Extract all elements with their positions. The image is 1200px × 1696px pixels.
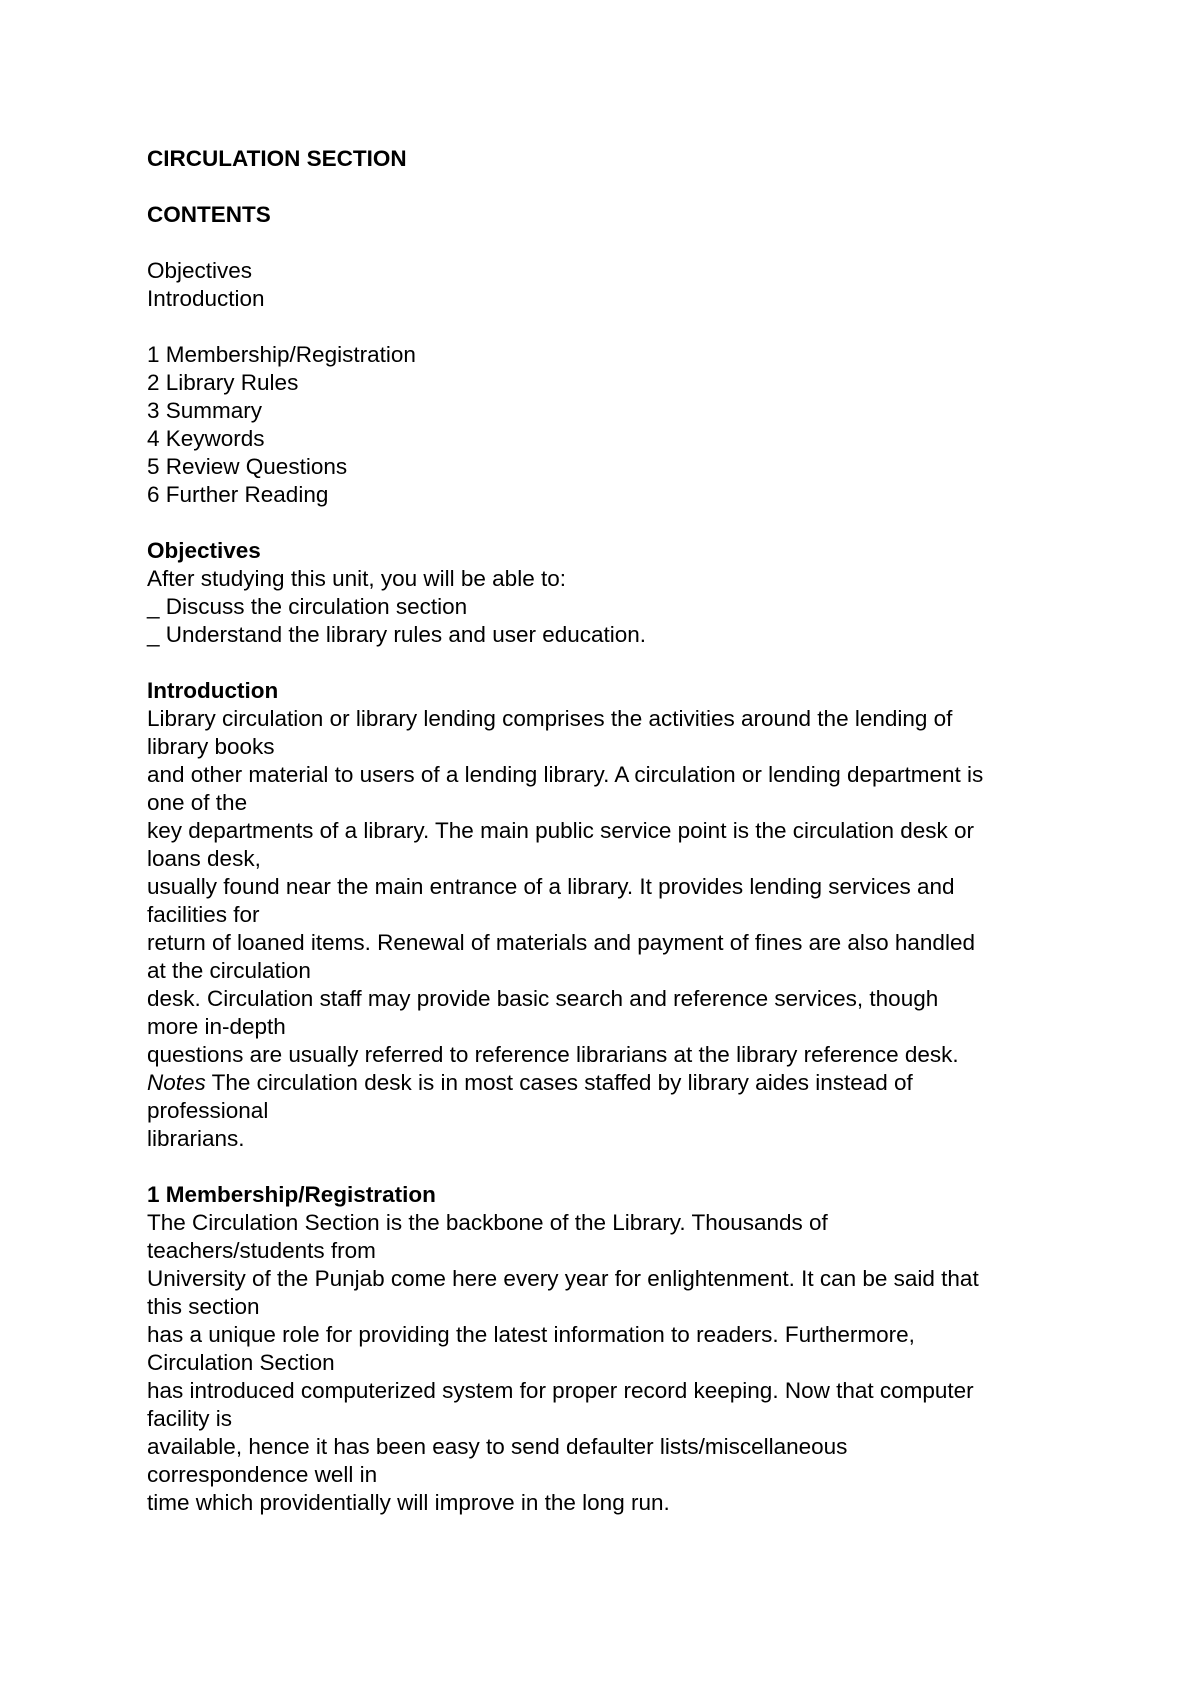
contents-numbered-item: 1 Membership/Registration xyxy=(147,342,416,367)
introduction-line: key departments of a library. The main public service point is the circulation desk or xyxy=(147,818,975,843)
membership-line: The Circulation Section is the backbone of the Library. Thousands of xyxy=(147,1210,828,1235)
introduction-line: loans desk, xyxy=(147,846,261,871)
contents-numbered-item: 2 Library Rules xyxy=(147,370,299,395)
contents-numbered-item: 3 Summary xyxy=(147,398,263,423)
membership-line: Circulation Section xyxy=(147,1350,335,1375)
spacer xyxy=(147,1153,1067,1181)
membership-line: has introduced computerized system for proper record keeping. Now that computer xyxy=(147,1378,974,1403)
introduction-line: one of the xyxy=(147,790,248,815)
objectives-heading: Objectives xyxy=(147,538,261,563)
spacer xyxy=(147,229,1067,257)
membership-line: correspondence well in xyxy=(147,1462,378,1487)
contents-numbered-item: 5 Review Questions xyxy=(147,454,348,479)
notes-text: The circulation desk is in most cases staffed by library aides instead of xyxy=(205,1070,913,1095)
introduction-line: and other material to users of a lending library. A circulation or lending department is xyxy=(147,762,984,787)
introduction-line: desk. Circulation staff may provide basic search and reference services, though xyxy=(147,986,939,1011)
membership-heading: 1 Membership/Registration xyxy=(147,1182,436,1207)
membership-line: teachers/students from xyxy=(147,1238,376,1263)
contents-numbered-item: 6 Further Reading xyxy=(147,482,329,507)
introduction-line: questions are usually referred to reference librarians at the library reference desk. xyxy=(147,1042,959,1067)
contents-heading: CONTENTS xyxy=(147,202,271,227)
introduction-line: more in-depth xyxy=(147,1014,286,1039)
document-title: CIRCULATION SECTION xyxy=(147,146,407,171)
introduction-line: return of loaned items. Renewal of materials and payment of fines are also handled xyxy=(147,930,975,955)
spacer xyxy=(147,649,1067,677)
objectives-line: After studying this unit, you will be able to: xyxy=(147,566,566,591)
membership-line: has a unique role for providing the latest information to readers. Furthermore, xyxy=(147,1322,915,1347)
objectives-line: _ Understand the library rules and user education. xyxy=(147,622,647,647)
contents-item-introduction: Introduction xyxy=(147,286,265,311)
spacer xyxy=(147,313,1067,341)
introduction-line: facilities for xyxy=(147,902,260,927)
document-body xyxy=(147,145,1067,1517)
membership-line: available, hence it has been easy to send defaulter lists/miscellaneous xyxy=(147,1434,848,1459)
spacer xyxy=(147,173,1067,201)
membership-line: University of the Punjab come here every year for enlightenment. It can be said that xyxy=(147,1266,979,1291)
spacer xyxy=(147,509,1067,537)
introduction-line: usually found near the main entrance of a library. It provides lending services and xyxy=(147,874,955,899)
notes-line xyxy=(147,1069,1067,1097)
notes-line: professional xyxy=(147,1098,269,1123)
membership-line: facility is xyxy=(147,1406,233,1431)
introduction-line: Library circulation or library lending comprises the activities around the lending of xyxy=(147,706,953,731)
membership-line: this section xyxy=(147,1294,260,1319)
contents-numbered-item: 4 Keywords xyxy=(147,426,265,451)
objectives-line: _ Discuss the circulation section xyxy=(147,594,468,619)
notes-line: librarians. xyxy=(147,1126,245,1151)
contents-item-objectives: Objectives xyxy=(147,258,253,283)
notes-label: Notes xyxy=(147,1070,206,1095)
introduction-line: library books xyxy=(147,734,275,759)
introduction-heading: Introduction xyxy=(147,678,279,703)
introduction-line: at the circulation xyxy=(147,958,311,983)
membership-line: time which providentially will improve in the long run. xyxy=(147,1490,670,1515)
